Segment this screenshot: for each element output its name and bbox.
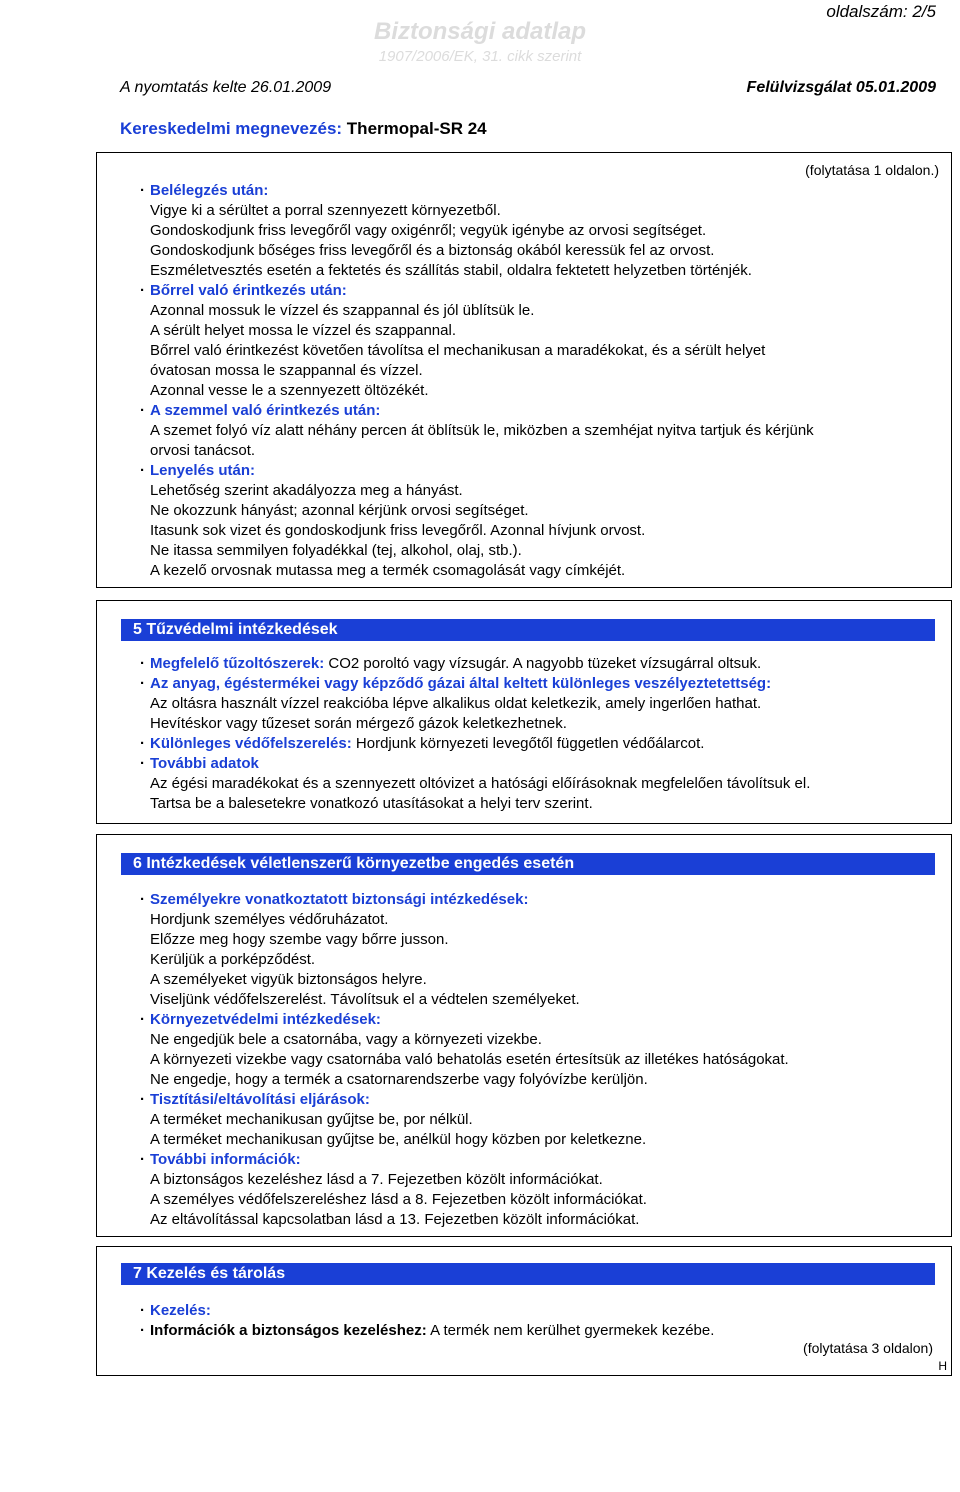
text-line: Az eltávolítással kapcsolatban lásd a 13. Fejezetben közölt információkat. xyxy=(150,1211,640,1228)
protective-equipment-text: Hordjunk környezeti levegőtől független védőálarcot. xyxy=(355,735,705,752)
section-5-box xyxy=(96,600,952,824)
text-line: Ne engedjük bele a csatornába, vagy a környezeti vizekbe. xyxy=(150,1031,542,1048)
text-line: Azonnal vesse le a szennyezett öltözékét. xyxy=(150,382,429,399)
text-line: Gondoskodjunk bőséges friss levegőről és a biztonság okából keressük fel az orvost. xyxy=(150,242,715,259)
trade-name-value: Thermopal-SR 24 xyxy=(346,119,487,138)
section-4-box xyxy=(96,152,952,588)
text-line: Kerüljük a porképződést. xyxy=(150,951,316,968)
eye-contact-heading: · A szemmel való érintkezés után: xyxy=(150,401,380,421)
continued-on-note: (folytatása 3 oldalon) xyxy=(803,1340,933,1356)
personal-precautions-heading: · Személyekre vonatkoztatott biztonsági intézkedések: xyxy=(150,890,528,910)
cleanup-heading: · Tisztítási/eltávolítási eljárások: xyxy=(150,1090,370,1110)
protective-equipment-heading: Különleges védőfelszerelés: xyxy=(150,735,352,752)
continued-from-note: (folytatása 1 oldalon.) xyxy=(805,162,939,178)
text-line: Vigye ki a sérültet a porral szennyezett környezetből. xyxy=(150,202,501,219)
page-number: oldalszám: 2/5 xyxy=(826,2,936,21)
further-info-heading: · További információk: xyxy=(150,1150,301,1170)
text-line: A terméket mechanikusan gyűjtse be, anélkül hogy közben por keletkezne. xyxy=(150,1131,647,1148)
text-line: A szemet folyó víz alatt néhány percen át öblítsük le, miközben a szemhéjat nyitva tartjuk és kérjünk xyxy=(150,422,814,439)
safe-handling-text: A termék nem kerülhet gyermekek kezébe. xyxy=(430,1322,715,1339)
text-line: Ne engedje, hogy a termék a csatornarendszerbe vagy folyóvízbe kerüljön. xyxy=(150,1071,648,1088)
text-line: Viseljünk védőfelszerelést. Távolítsuk el a védtelen személyeket. xyxy=(150,991,580,1008)
text-line: Azonnal mossuk le vízzel és szappannal és jól üblítsük le. xyxy=(150,302,535,319)
section-5-title: 5 Tűzvédelmi intézkedések xyxy=(121,619,935,641)
protective-equipment-row xyxy=(150,734,704,754)
section-7-title: 7 Kezelés és tárolás xyxy=(121,1263,935,1285)
text-line: A kezelő orvosnak mutassa meg a termék csomagolását vagy címkéjét. xyxy=(150,562,626,579)
section-7-box xyxy=(96,1246,952,1376)
section-6-box xyxy=(96,834,952,1237)
text-line: óvatosan mossa le szappannal és vízzel. xyxy=(150,362,423,379)
extinguishing-media-heading: Megfelelő tűzoltószerek: xyxy=(150,655,325,672)
text-line: A terméket mechanikusan gyűjtse be, por nélkül. xyxy=(150,1111,473,1128)
text-line: Eszméletvesztés esetén a fektetés és szállítás stabil, oldalra fektetett helyzetben történjék. xyxy=(150,262,752,279)
text-line: A sérült helyet mossa le vízzel és szappannal. xyxy=(150,322,456,339)
safe-handling-row xyxy=(150,1321,714,1341)
safe-handling-heading: Információk a biztonságos kezeléshez: xyxy=(150,1322,427,1339)
document-subtitle: 1907/2006/EK, 31. cikk szerint xyxy=(378,48,582,65)
text-line: Bőrrel való érintkezést követően távolítsa el mechanikusan a maradékokat, és a sérült helyet xyxy=(150,342,766,359)
further-data-heading: · További adatok xyxy=(150,754,259,774)
ingestion-heading: · Lenyelés után: xyxy=(150,461,255,481)
extinguishing-media-text: CO2 poroltó vagy vízsugár. A nagyobb tüzeket vízsugárral oltsuk. xyxy=(328,655,762,672)
handling-heading: · Kezelés: xyxy=(150,1301,211,1321)
text-line: A személyes védőfelszereléshez lásd a 8. Fejezetben közölt információkat. xyxy=(150,1191,647,1208)
trade-name-label: Kereskedelmi megnevezés: xyxy=(120,119,343,138)
text-line: Itasunk sok vizet és gondoskodjunk friss levegőről. Azonnal hívjunk orvost. xyxy=(150,522,646,539)
revision-mark: H xyxy=(938,1359,947,1373)
trade-name-row xyxy=(120,118,487,140)
special-hazards-heading: · Az anyag, égéstermékei vagy képződő gázai által keltett különleges veszélyeztetettség: xyxy=(150,674,771,694)
text-line: Ne okozzunk hányást; azonnal kérjünk orvosi segítséget. xyxy=(150,502,529,519)
skin-contact-heading: · Bőrrel való érintkezés után: xyxy=(150,281,347,301)
text-line: Az oltásra használt vízzel reakcióba lépve alkalikus oldat keletkezik, amely ingerlően hathat. xyxy=(150,695,762,712)
text-line: Ne itassa semmilyen folyadékkal (tej, alkohol, olaj, stb.). xyxy=(150,542,522,559)
text-line: Hordjunk személyes védőruházatot. xyxy=(150,911,389,928)
text-line: A biztonságos kezeléshez lásd a 7. Fejezetben közölt információkat. xyxy=(150,1171,603,1188)
print-date: A nyomtatás kelte 26.01.2009 xyxy=(120,79,332,96)
revision-date: Felülvizsgálat 05.01.2009 xyxy=(746,79,936,96)
text-line: A személyeket vigyük biztonságos helyre. xyxy=(150,971,427,988)
section-6-title: 6 Intézkedések véletlenszerű környezetbe engedés esetén xyxy=(121,853,935,875)
text-line: Hevítéskor vagy tűzeset során mérgező gázok keletkezhetnek. xyxy=(150,715,567,732)
text-line: Előzze meg hogy szembe vagy bőrre jusson. xyxy=(150,931,449,948)
text-line: Az égési maradékokat és a szennyezett oltóvizet a hatósági előírásoknak megfelelően távolítsuk el. xyxy=(150,775,811,792)
text-line: Gondoskodjunk friss levegőről vagy oxigénről; vegyük igénybe az orvosi segítséget. xyxy=(150,222,707,239)
text-line: A környezeti vizekbe vagy csatornába való behatolás esetén értesítsük az illetékes hatóságokat. xyxy=(150,1051,789,1068)
extinguishing-media-row xyxy=(150,654,761,674)
text-line: Lehetőség szerint akadályozza meg a hányást. xyxy=(150,482,463,499)
document-title: Biztonsági adatlap xyxy=(373,18,587,45)
text-line: orvosi tanácsot. xyxy=(150,442,256,459)
inhalation-heading: · Belélegzés után: xyxy=(150,181,268,201)
text-line: Tartsa be a balesetekre vonatkozó utasításokat a helyi terv szerint. xyxy=(150,795,593,812)
environmental-heading: · Környezetvédelmi intézkedések: xyxy=(150,1010,381,1030)
